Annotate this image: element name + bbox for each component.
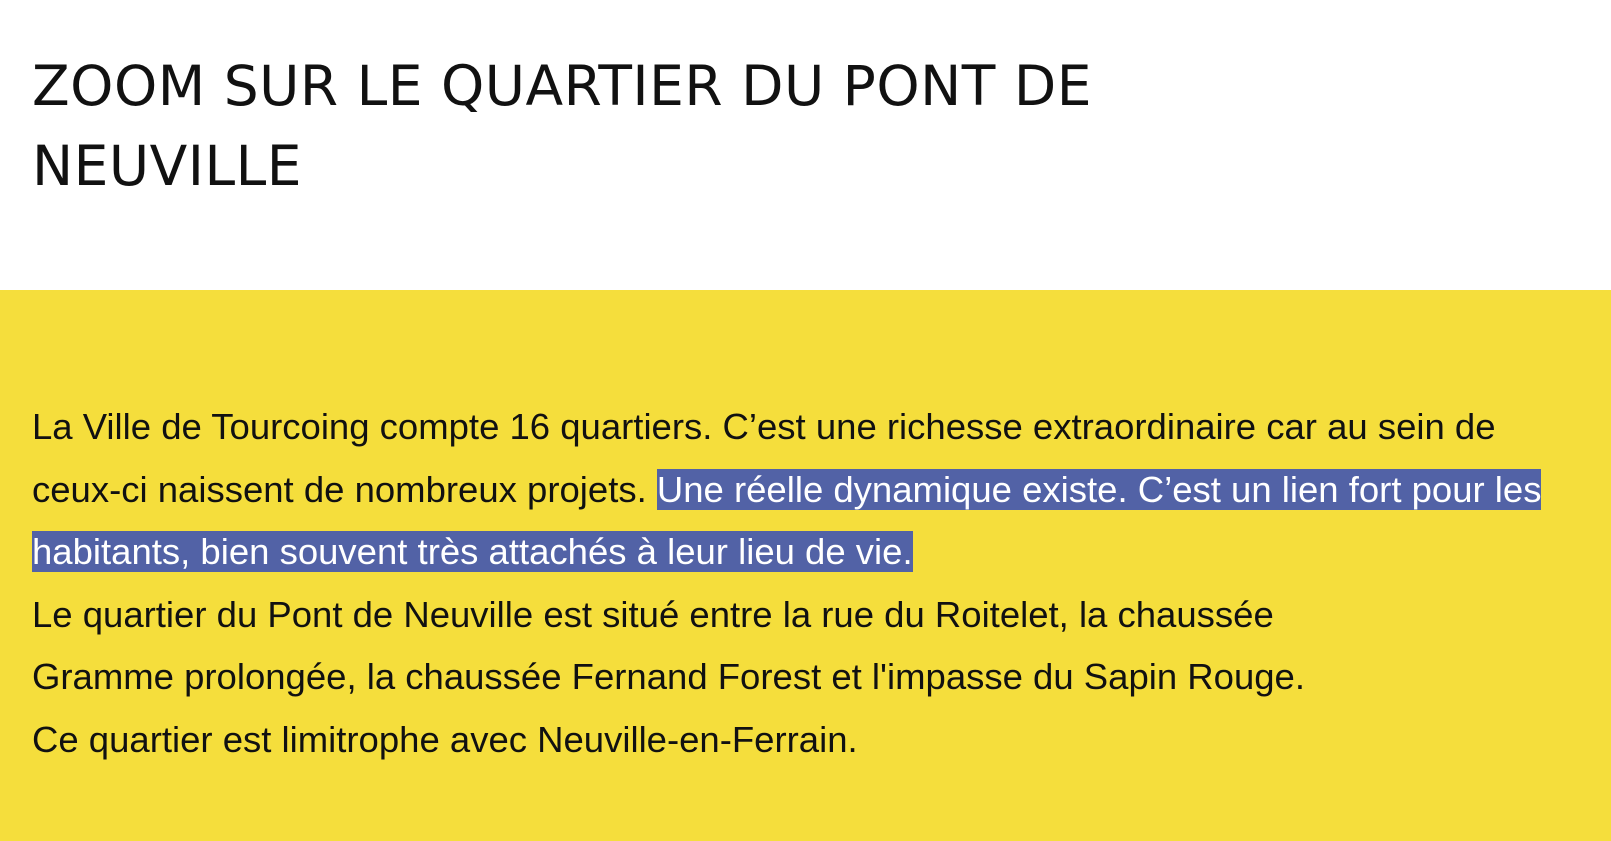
page-title-line-2: NEUVILLE xyxy=(32,134,303,198)
page-title-line-1: ZOOM SUR LE QUARTIER DU PONT DE xyxy=(32,54,1092,118)
page-header xyxy=(0,0,1611,290)
paragraph-line-5: Gramme prolongée, la chaussée Fernand Forest et l'impasse du Sapin Rouge. xyxy=(32,656,1305,698)
intro-paragraph[interactable] xyxy=(32,396,1577,772)
neighborhood-info-section xyxy=(0,290,1611,841)
paragraph-line-4: Le quartier du Pont de Neuville est situé entre la rue du Roitelet, la chaussée xyxy=(32,593,1274,635)
paragraph-before-selection: La Ville de Tourcoing compte 16 quartiers. C’est une richesse extraordinaire car au sein de ceux-ci naissent de nombreux projets. xyxy=(32,406,1496,510)
page-title xyxy=(32,46,1292,206)
selected-text-highlight[interactable]: Une réelle dynamique existe. C’est un lien fort pour les habitants, bien souvent très attachés à leur lieu de vie. xyxy=(32,468,1542,573)
paragraph-line-6: Ce quartier est limitrophe avec Neuville-en-Ferrain. xyxy=(32,718,858,760)
